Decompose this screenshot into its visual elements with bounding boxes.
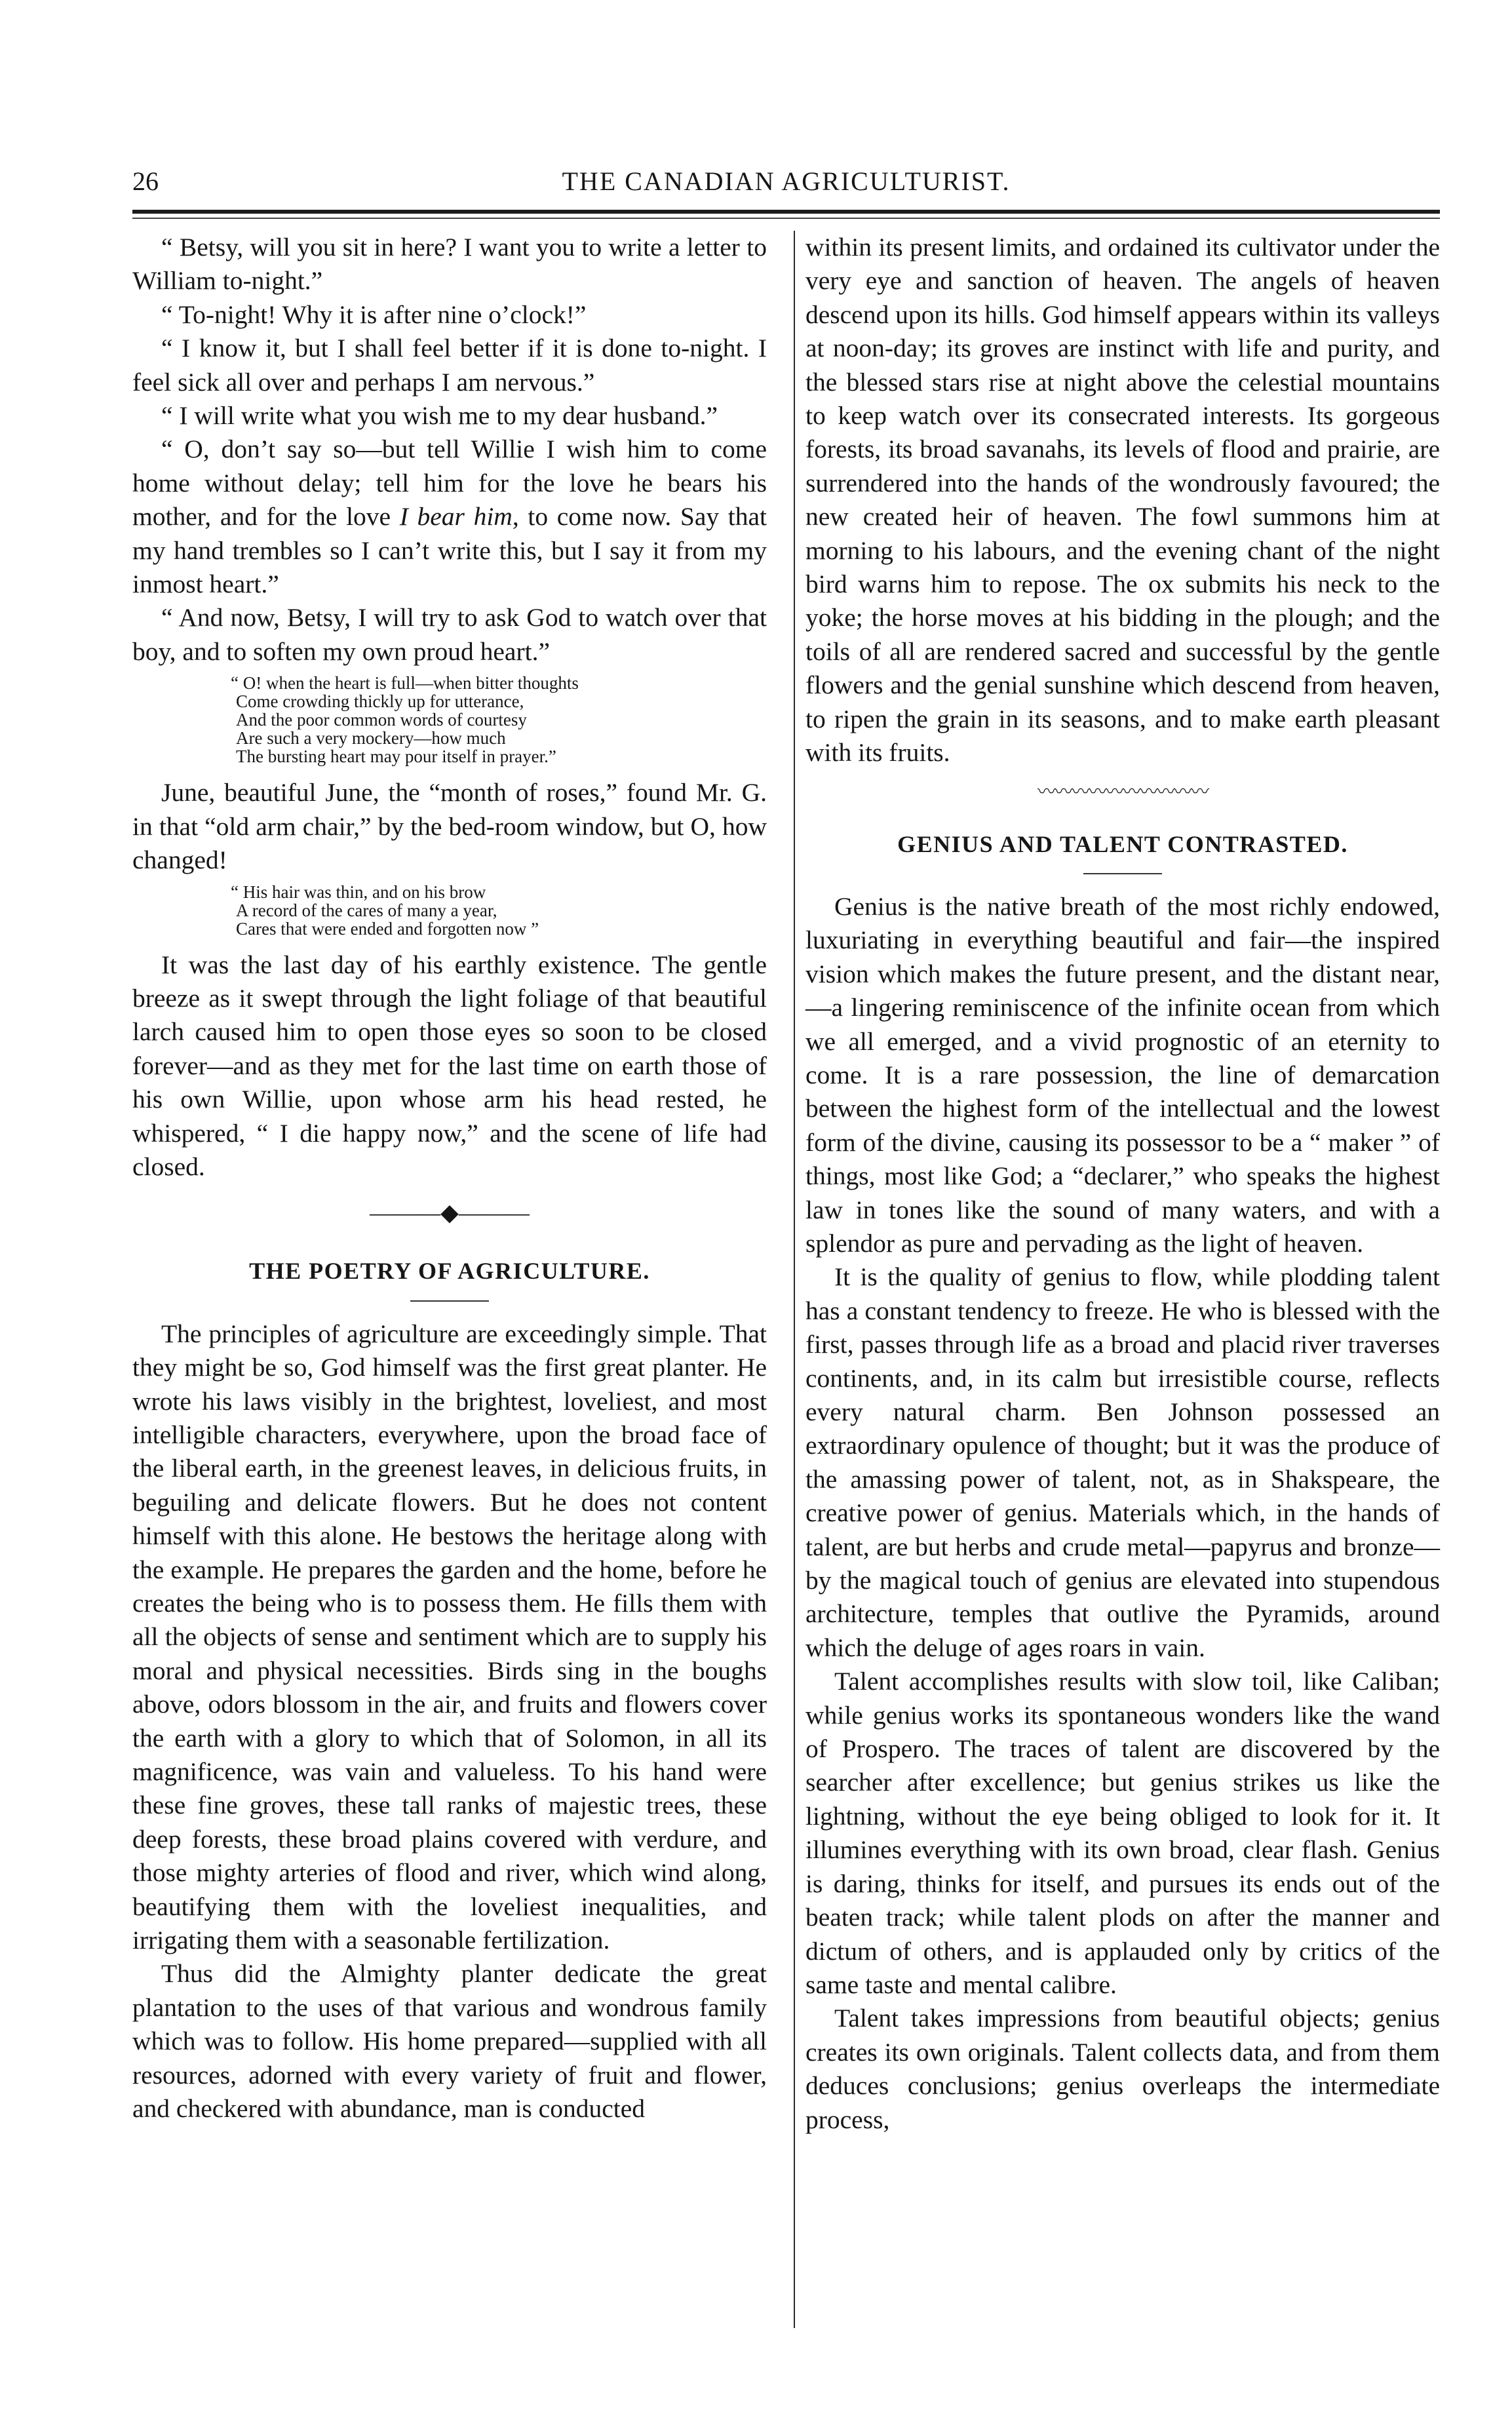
paragraph: “ I know it, but I shall feel better if it is done to-night. I feel sick all over and perhaps I am nervous.” bbox=[132, 334, 767, 397]
section-title: THE POETRY OF AGRICULTURE. bbox=[249, 1258, 650, 1285]
running-title: THE CANADIAN AGRICULTURIST. bbox=[562, 166, 1011, 196]
header-rule bbox=[132, 210, 1440, 214]
verse-line: Are such a very mockery—how much bbox=[236, 728, 506, 748]
verse-quote bbox=[231, 883, 767, 938]
paragraph: Talent accomplishes results with slow toil, like Caliban; while genius works its spontaneous wonders like the wand of Prospero. The traces of talent are discovered by the searcher after excellence; but genius strikes us like the lightning, without the eye being obliged to look for it. It illumines everything with its own broad, clear flash. Genius is daring, thinks for itself, and pursues its ends out of the beaten track; while talent plods on after the manner and dictum of others, and is applauded only by critics of the same taste and mental calibre. bbox=[805, 1667, 1440, 1999]
paragraph: Talent takes impressions from beautiful objects; genius creates its own originals. Talent collects data, and from them deduces conclusions; genius overleaps the intermediate process, bbox=[805, 2004, 1440, 2134]
paragraph: The principles of agriculture are exceedingly simple. That they might be so, God himself was the first great planter. He wrote his laws visibly in the brightest, loveliest, and most intelligible characters, everywhere, upon the broad face of the liberal earth, in the greenest leaves, in delicious fruits, in beguiling and delicate flowers. But he does not content himself with this alone. He bestows the heritage along with the example. He prepares the garden and the home, before he creates the being who is to possess them. He fills them with all the objects of sense and sentiment which are to supply his moral and physical necessities. Birds sing in the boughs above, odors blossom in the air, and fruits and flowers cover the earth with a glory to which that of Solomon, in all its magnificence, was vain and valueless. To his hand were these fine groves, these tall ranks of majestic trees, these deep forests, these broad plains covered with verdure, and those mighty arteries of flood and river, which wind along, beautifying them with the loveliest inequalities, and irrigating them with a seasonable fertilization. bbox=[132, 1319, 767, 1955]
paragraph bbox=[132, 433, 767, 601]
verse-line: “ His hair was thin, and on his brow bbox=[231, 882, 486, 902]
verse-line: A record of the cares of many a year, bbox=[236, 900, 497, 920]
paragraph: “ And now, Betsy, I will try to ask God to watch over that boy, and to soften my own proud heart.” bbox=[132, 603, 767, 666]
title-underline bbox=[1083, 873, 1162, 874]
left-column bbox=[132, 231, 767, 2126]
verse-line: Come crowding thickly up for utterance, bbox=[236, 691, 524, 712]
paragraph: Genius is the native breath of the most richly endowed, luxuriating in everything beautiful and fair—the inspired vision which makes the future present, and the distant near,—a lingering reminiscence of the infinite ocean from which we all emerged, and a vivid prognostic of an eternity to come. It is a rare possession, the line of demarcation between the highest form of the intellectual and the lowest form of the divine, causing its possessor to be a “ maker ” of things, most like God; a “declarer,” who speaks the highest law in tones like the sound of many waters, and with a splendor as pure and pervading as the light of heaven. bbox=[805, 891, 1440, 1258]
paragraph-text: , to come now. Say that my hand trembles so I can’t write this, but I say it from my inmost heart.” bbox=[132, 502, 767, 599]
paragraph: “ Betsy, will you sit in here? I want you to write a letter to William to-night.” bbox=[132, 233, 767, 296]
page-number: 26 bbox=[132, 166, 159, 196]
page-header bbox=[132, 166, 1440, 205]
header-rule-thin bbox=[132, 218, 1440, 219]
section-title: GENIUS AND TALENT CONTRASTED. bbox=[897, 830, 1348, 857]
verse-line: The bursting heart may pour itself in prayer.” bbox=[236, 747, 556, 767]
section-ornament: 〰〰〰〰〰〰〰〰〰〰 bbox=[1037, 781, 1208, 802]
title-underline bbox=[410, 1300, 489, 1302]
verse-quote bbox=[231, 674, 767, 766]
verse-line: And the poor common words of courtesy bbox=[236, 710, 527, 730]
paragraph: Thus did the Almighty planter dedicate the great plantation to the uses of that various and wondrous family which was to follow. His home prepared—supplied with all resources, adorned with every variety of fruit and flower, and checkered with abundance, man is conducted bbox=[132, 1959, 767, 2124]
paragraph: “ I will write what you wish me to my dear husband.” bbox=[161, 401, 718, 431]
column-divider bbox=[794, 231, 795, 2328]
paragraph: June, beautiful June, the “month of roses,” found Mr. G. in that “old arm chair,” by the bed-room window, but O, how changed! bbox=[132, 778, 767, 875]
verse-line: Cares that were ended and forgotten now ” bbox=[236, 918, 539, 939]
right-column bbox=[805, 231, 1440, 2137]
paragraph-text: “ O, don’t say so—but tell Willie I wish him to come home without delay; tell him for the love he bears his mother, and for the love bbox=[132, 435, 767, 532]
paragraph: It is the quality of genius to flow, while plodding talent has a constant tendency to freeze. He who is blessed with the first, passes through life as a broad and placid river traverses continents, and, in its calm but irresistible course, reflects every natural charm. Ben Johnson possessed an extraordinary opulence of thought; but it was the produce of the amassing power of talent, not, as in Shakspeare, the creative power of genius. Materials which, in the hands of talent, are but herbs and crude metal—papyrus and bronze—by the magical touch of genius are elevated into stupendous architecture, temples that outlive the Pyramids, around which the deluge of ages roars in vain. bbox=[805, 1262, 1440, 1662]
emphasis-text: I bear him bbox=[399, 502, 513, 532]
section-ornament: ———◆——— bbox=[370, 1199, 530, 1226]
paragraph: “ To-night! Why it is after nine o’clock!” bbox=[161, 300, 587, 329]
paragraph: within its present limits, and ordained its cultivator under the very eye and sanction of heaven. The angels of heaven descend upon its hills. God himself appears within its valleys at noon-day; its groves are instinct with life and purity, and the blessed stars rise at night above the celestial mountains to keep watch over its consecrated interests. Its gorgeous forests, its broad savanahs, its levels of flood and prairie, are surrendered into the hands of the wondrously favoured; the new created heir of heaven. The fowl summons him at morning to his labours, and the evening chant of the night bird warns him to repose. The ox submits his neck to the yoke; the horse moves at his bidding in the plough; and the toils of all are rendered sacred and successful by the gentle flowers and the genial sunshine which descend from heaven, to ripen the grain in its seasons, and to make earth pleasant with its fruits. bbox=[805, 233, 1440, 768]
verse-line: “ O! when the heart is full—when bitter thoughts bbox=[231, 673, 579, 693]
paragraph: It was the last day of his earthly existence. The gentle breeze as it swept through the light foliage of that beautiful larch caused him to open those eyes so soon to be closed forever—and as they met for the last time on earth those of his own Willie, upon whose arm his head rested, he whispered, “ I die happy now,” and the scene of life had closed. bbox=[132, 950, 767, 1181]
